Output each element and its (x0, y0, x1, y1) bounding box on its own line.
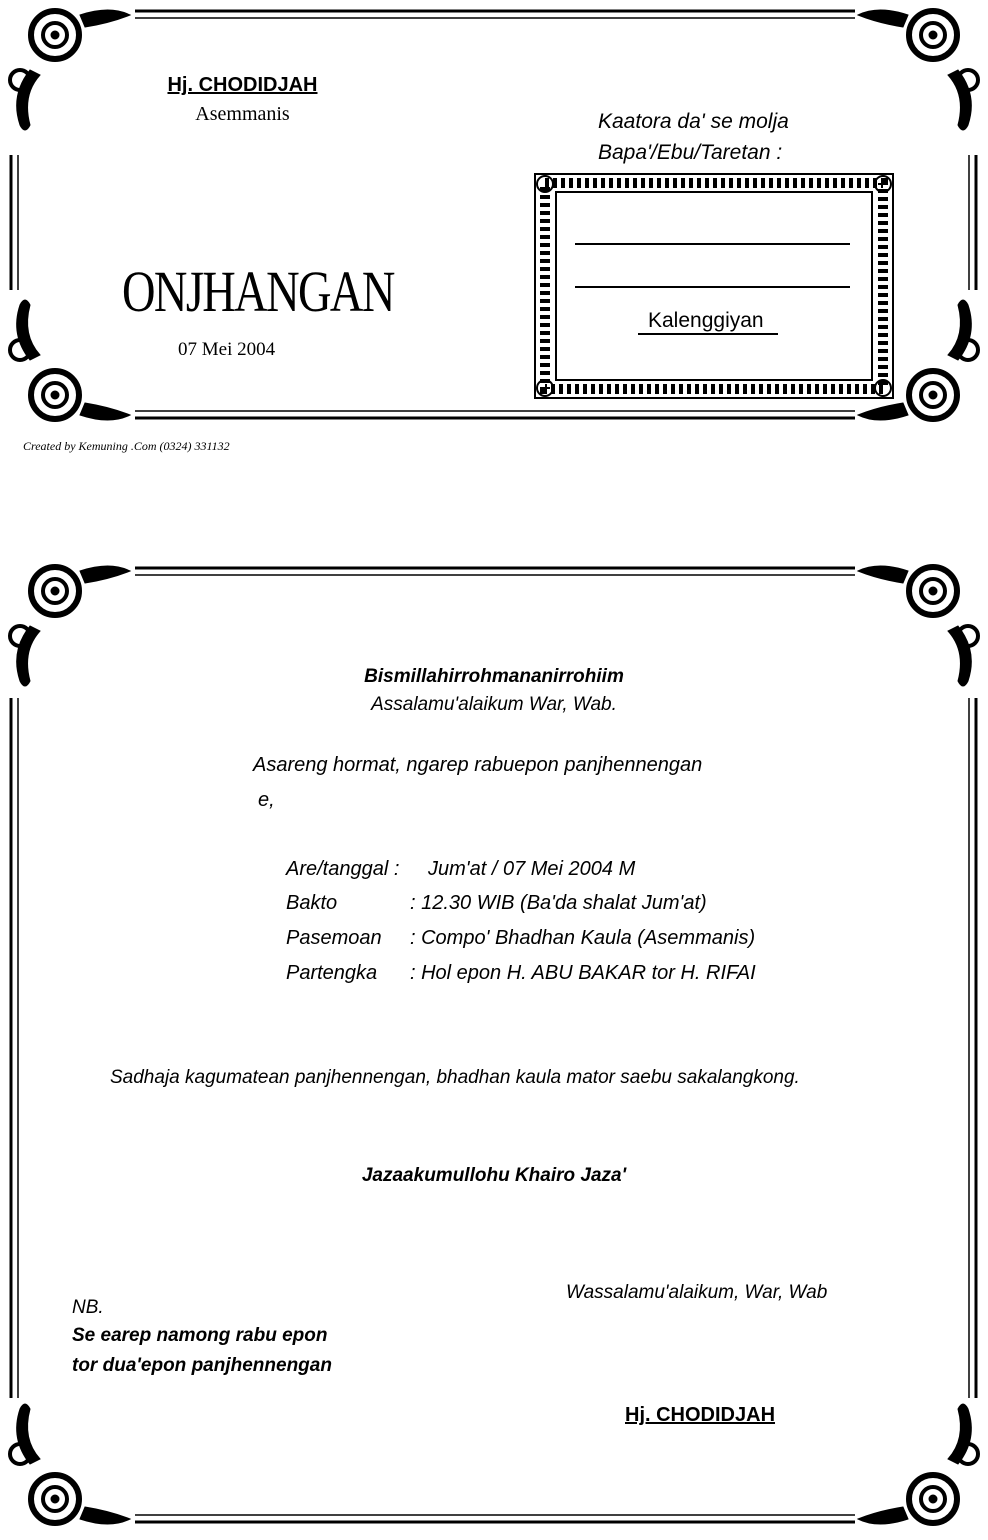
detail-label: Partengka (286, 962, 378, 984)
prayer-line: Jazaakumullohu Khairo Jaza' (361, 1165, 627, 1186)
nb-title: NB. (72, 1297, 104, 1318)
envelope-date: 07 Mei 2004 (178, 339, 276, 360)
closing-salam: Wassalamu'alaikum, War, Wab (566, 1282, 828, 1303)
detail-value: : Hol epon H. ABU BAKAR tor H. RIFAI (410, 962, 756, 984)
opening-bismillah: Bismillahirrohmananirrohiim (364, 666, 624, 687)
address-line-1: Kaatora da' se molja (598, 110, 789, 133)
signature-name: Hj. CHODIDJAH (625, 1404, 776, 1426)
detail-value: : Compo' Bhadhan Kaula (Asemmanis) (410, 927, 756, 949)
envelope-border (0, 0, 988, 430)
corner-ornament-icon (10, 10, 978, 420)
envelope-frame (0, 0, 988, 430)
intro-line-2: e, (258, 789, 275, 811)
address-box-border (535, 174, 893, 398)
nb-line-2: tor dua'epon panjhennengan (72, 1355, 332, 1376)
nb-line-1: Se earep namong rabu epon (72, 1325, 328, 1346)
sender-place: Asemmanis (195, 103, 290, 125)
opening-salam: Assalamu'alaikum War, Wab. (371, 694, 617, 715)
sender-name: Hj. CHODIDJAH (167, 74, 318, 96)
closing-request: Sadhaja kagumatean panjhennengan, bhadhan kaula mator saebu sakalangkong. (110, 1067, 800, 1088)
detail-label: Are/tanggal : (286, 858, 400, 880)
detail-value: Jum'at / 07 Mei 2004 M (428, 858, 636, 880)
detail-value: : 12.30 WIB (Ba'da shalat Jum'at) (410, 892, 707, 914)
intro-line-1: Asareng hormat, ngarep rabuepon panjhennengan (253, 754, 703, 776)
recipient-place: Kalenggiyan (648, 309, 764, 332)
detail-label: Bakto (286, 892, 338, 914)
envelope-title: ONJHANGAN (122, 259, 394, 324)
address-line-2: Bapa'/Ebu/Taretan : (598, 141, 783, 164)
detail-label: Pasemoan (286, 927, 382, 949)
credit-text: Created by Kemuning .Com (0324) 331132 (23, 439, 230, 453)
